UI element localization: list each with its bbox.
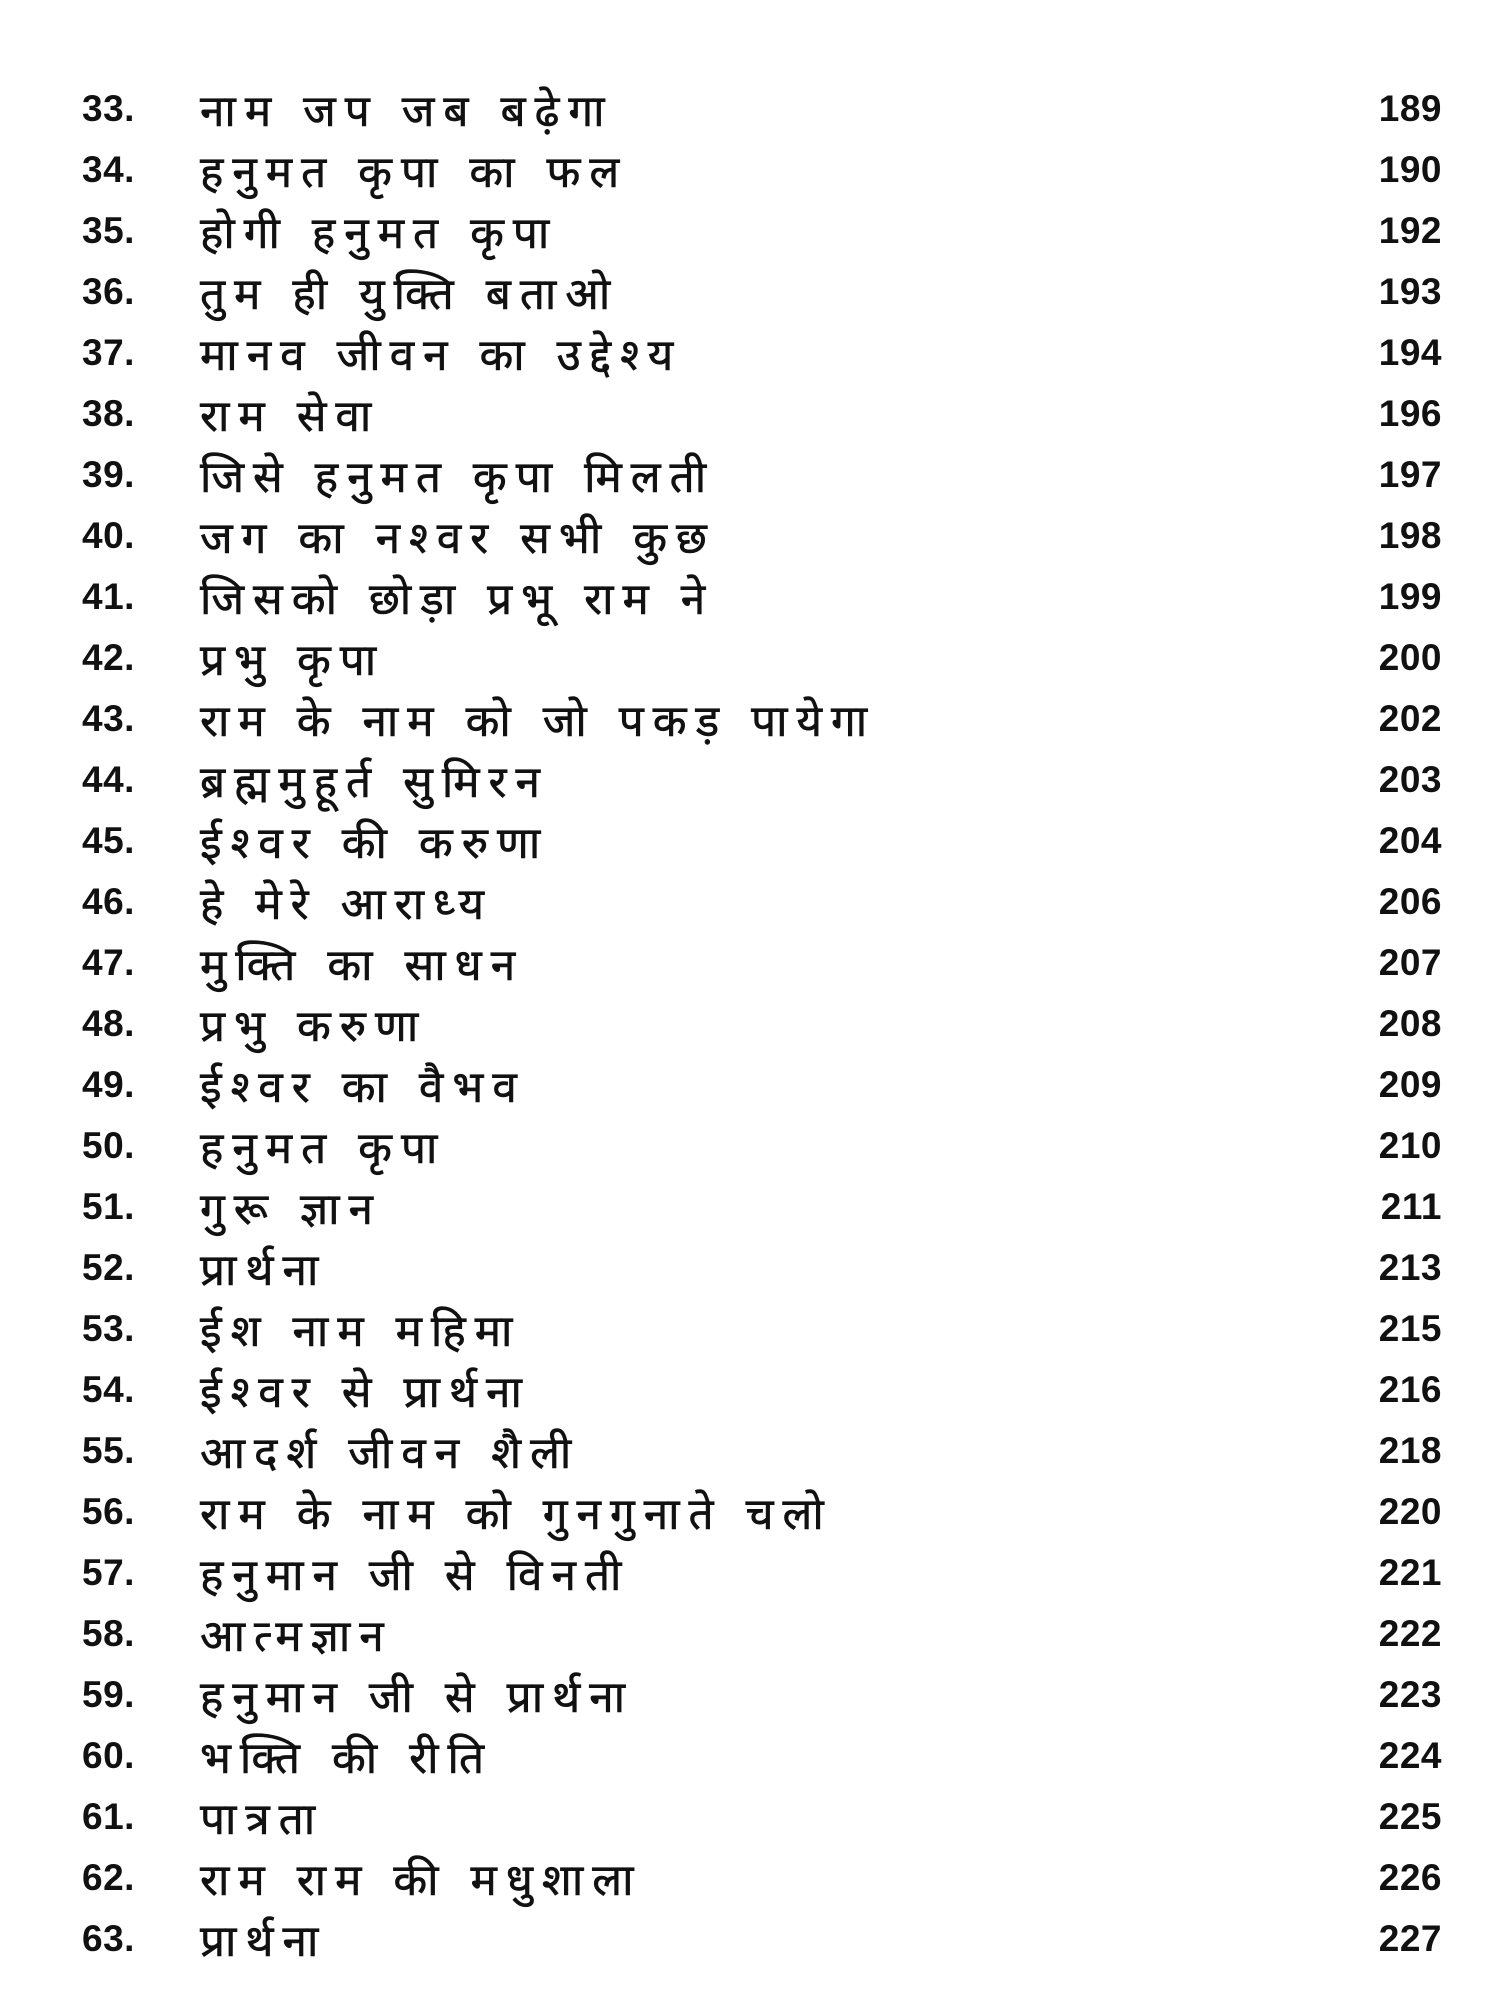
entry-title: भक्ति की रीति <box>200 1732 494 1784</box>
entry-title: ईश्वर से प्रार्थना <box>200 1366 531 1418</box>
entry-title: प्रभु करुणा <box>200 1000 428 1052</box>
toc-entry <box>82 1481 1442 1542</box>
entry-page-number: 227 <box>1378 1917 1442 1959</box>
entry-number: 50. <box>82 1124 135 1166</box>
toc-entry <box>82 566 1442 627</box>
entry-page-number: 211 <box>1380 1185 1442 1227</box>
entry-number: 35. <box>82 209 135 251</box>
entry-page-number: 222 <box>1378 1612 1442 1654</box>
toc-entry <box>82 1664 1442 1725</box>
entry-number: 37. <box>82 331 135 373</box>
entry-page-number: 213 <box>1378 1246 1442 1288</box>
entry-page-number: 216 <box>1378 1368 1442 1410</box>
toc-entry <box>82 1054 1442 1115</box>
entry-title: ब्रह्ममुहूर्त सुमिरन <box>200 756 549 808</box>
entry-page-number: 210 <box>1378 1124 1442 1166</box>
entry-number: 33. <box>82 87 135 129</box>
toc-entry <box>82 871 1442 932</box>
toc-entry <box>82 322 1442 383</box>
entry-title: जग का नश्वर सभी कुछ <box>200 512 716 564</box>
entry-number: 36. <box>82 270 135 312</box>
toc-entry <box>82 78 1442 139</box>
entry-page-number: 208 <box>1378 1002 1442 1044</box>
entry-number: 34. <box>82 148 135 190</box>
entry-title: प्रार्थना <box>200 1915 328 1967</box>
entry-number: 40. <box>82 514 135 556</box>
entry-number: 54. <box>82 1368 135 1410</box>
entry-number: 39. <box>82 453 135 495</box>
entry-number: 60. <box>82 1734 135 1776</box>
entry-page-number: 209 <box>1378 1063 1442 1105</box>
entry-title: आदर्श जीवन शैली <box>200 1427 581 1479</box>
entry-title: मानव जीवन का उद्देश्य <box>200 329 683 381</box>
entry-title: गुरू ज्ञान <box>200 1183 382 1235</box>
toc-entry <box>82 1115 1442 1176</box>
entry-number: 45. <box>82 819 135 861</box>
toc-entry <box>82 810 1442 871</box>
entry-title: हनुमत कृपा का फल <box>200 146 629 198</box>
toc-entry <box>82 1359 1442 1420</box>
entry-page-number: 204 <box>1378 819 1442 861</box>
entry-number: 48. <box>82 1002 135 1044</box>
entry-title: तुम ही युक्ति बताओ <box>200 268 620 320</box>
toc-entry <box>82 1176 1442 1237</box>
entry-title: ईश नाम महिमा <box>200 1305 522 1357</box>
toc-entry <box>82 688 1442 749</box>
entry-number: 47. <box>82 941 135 983</box>
entry-page-number: 215 <box>1378 1307 1442 1349</box>
toc-entry <box>82 993 1442 1054</box>
entry-number: 52. <box>82 1246 135 1288</box>
toc-entry <box>82 505 1442 566</box>
entry-title: राम राम की मधुशाला <box>200 1854 643 1906</box>
entry-title: मुक्ति का साधन <box>200 939 525 991</box>
entry-number: 55. <box>82 1429 135 1471</box>
entry-page-number: 202 <box>1378 697 1442 739</box>
entry-number: 63. <box>82 1917 135 1959</box>
entry-title: नाम जप जब बढ़ेगा <box>200 85 614 137</box>
entry-number: 57. <box>82 1551 135 1593</box>
entry-page-number: 221 <box>1378 1551 1442 1593</box>
toc-entry <box>82 383 1442 444</box>
toc-entry <box>82 1847 1442 1908</box>
entry-page-number: 196 <box>1378 392 1442 434</box>
entry-number: 46. <box>82 880 135 922</box>
table-of-contents <box>82 78 1442 1969</box>
entry-title: जिसको छोड़ा प्रभू राम ने <box>200 573 715 625</box>
entry-number: 53. <box>82 1307 135 1349</box>
entry-page-number: 223 <box>1378 1673 1442 1715</box>
entry-title: हनुमत कृपा <box>200 1122 447 1174</box>
toc-entry <box>82 1298 1442 1359</box>
entry-title: राम के नाम को जो पकड़ पायेगा <box>200 695 877 747</box>
entry-number: 56. <box>82 1490 135 1532</box>
toc-entry <box>82 1908 1442 1969</box>
entry-number: 58. <box>82 1612 135 1654</box>
entry-page-number: 190 <box>1378 148 1442 190</box>
entry-number: 38. <box>82 392 135 434</box>
entry-page-number: 194 <box>1378 331 1442 373</box>
entry-number: 51. <box>82 1185 135 1227</box>
entry-page-number: 189 <box>1378 87 1442 129</box>
entry-page-number: 199 <box>1378 575 1442 617</box>
entry-number: 41. <box>82 575 135 617</box>
entry-title: होगी हनुमत कृपा <box>200 207 559 259</box>
entry-page-number: 200 <box>1378 636 1442 678</box>
entry-title: ईश्वर का वैभव <box>200 1061 526 1113</box>
toc-entry <box>82 139 1442 200</box>
entry-page-number: 193 <box>1378 270 1442 312</box>
entry-title: प्रार्थना <box>200 1244 328 1296</box>
entry-page-number: 207 <box>1378 941 1442 983</box>
toc-entry <box>82 1542 1442 1603</box>
entry-page-number: 226 <box>1378 1856 1442 1898</box>
entry-page-number: 225 <box>1378 1795 1442 1837</box>
toc-entry <box>82 627 1442 688</box>
entry-title: राम के नाम को गुनगुनाते चलो <box>200 1488 833 1540</box>
toc-entry <box>82 1603 1442 1664</box>
toc-entry <box>82 444 1442 505</box>
entry-number: 62. <box>82 1856 135 1898</box>
entry-number: 49. <box>82 1063 135 1105</box>
entry-page-number: 197 <box>1378 453 1442 495</box>
toc-entry <box>82 1420 1442 1481</box>
entry-title: आत्मज्ञान <box>200 1610 393 1662</box>
entry-title: प्रभु कृपा <box>200 634 386 686</box>
entry-number: 42. <box>82 636 135 678</box>
toc-entry <box>82 749 1442 810</box>
toc-entry <box>82 261 1442 322</box>
entry-title: जिसे हनुमत कृपा मिलती <box>200 451 716 503</box>
entry-number: 43. <box>82 697 135 739</box>
entry-number: 59. <box>82 1673 135 1715</box>
entry-title: ईश्वर की करुणा <box>200 817 550 869</box>
entry-title: हनुमान जी से विनती <box>200 1549 631 1601</box>
entry-page-number: 224 <box>1378 1734 1442 1776</box>
entry-page-number: 198 <box>1378 514 1442 556</box>
entry-number: 44. <box>82 758 135 800</box>
entry-title: हनुमान जी से प्रार्थना <box>200 1671 635 1723</box>
toc-entry <box>82 932 1442 993</box>
entry-page-number: 218 <box>1378 1429 1442 1471</box>
entry-page-number: 220 <box>1378 1490 1442 1532</box>
entry-number: 61. <box>82 1795 135 1837</box>
entry-title: पात्रता <box>200 1793 325 1845</box>
toc-entry <box>82 1237 1442 1298</box>
entry-page-number: 203 <box>1378 758 1442 800</box>
toc-entry <box>82 1786 1442 1847</box>
entry-page-number: 206 <box>1378 880 1442 922</box>
entry-title: हे मेरे आराध्य <box>200 878 494 930</box>
entry-page-number: 192 <box>1378 209 1442 251</box>
toc-entry <box>82 1725 1442 1786</box>
toc-entry <box>82 200 1442 261</box>
entry-title: राम सेवा <box>200 390 381 442</box>
